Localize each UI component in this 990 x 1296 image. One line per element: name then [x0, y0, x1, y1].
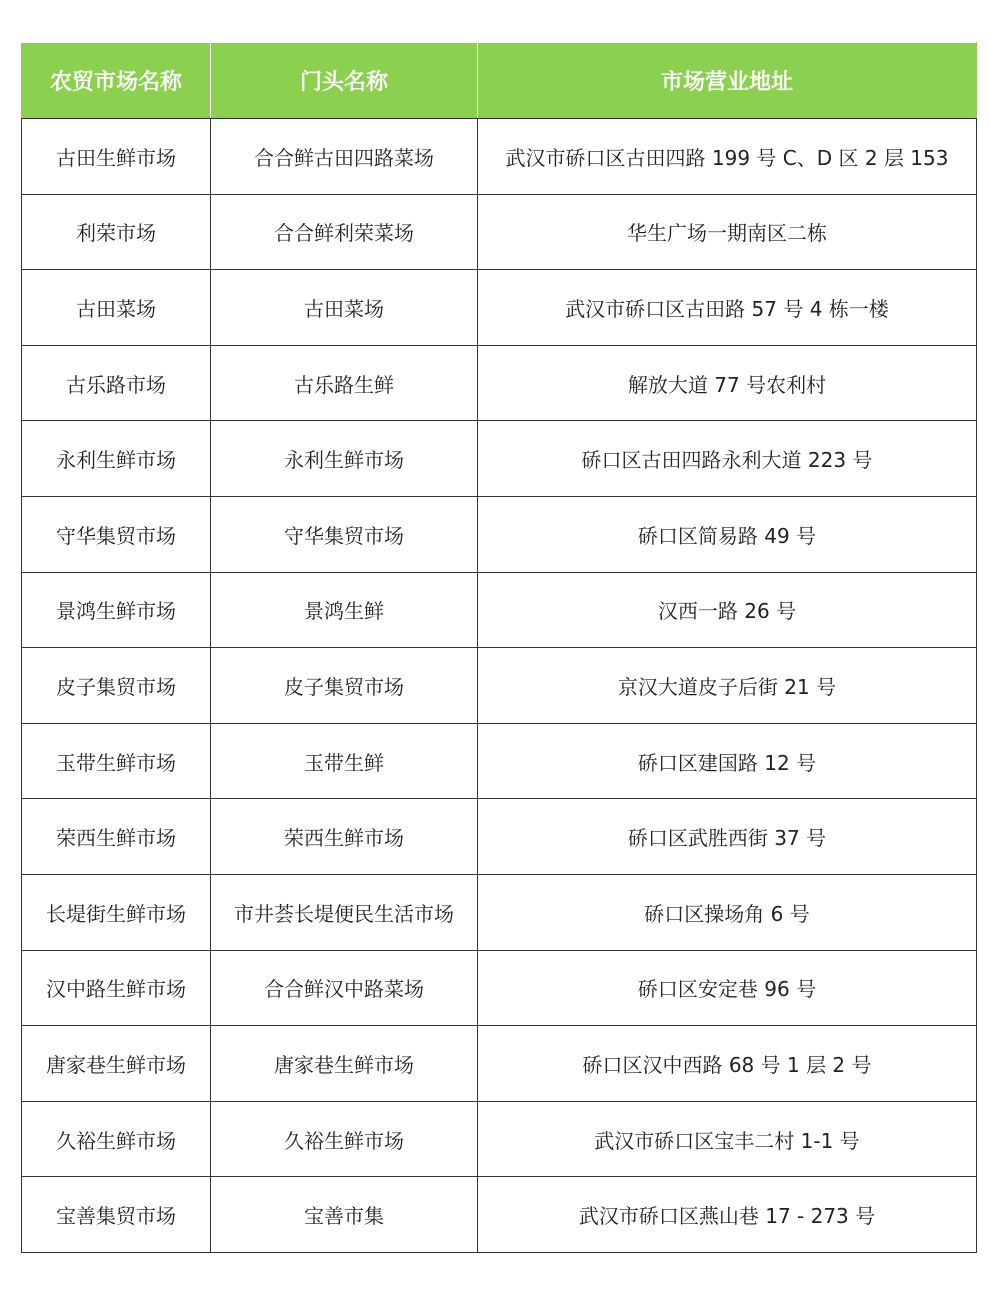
table-row — [22, 572, 977, 648]
storefront-name-cell: 景鸿生鲜 — [211, 572, 478, 648]
market-name-cell: 守华集贸市场 — [22, 496, 211, 572]
storefront-name-cell: 宝善市集 — [211, 1177, 478, 1253]
storefront-name-cell: 古田菜场 — [211, 270, 478, 346]
address-cell: 硚口区操场角 6 号 — [478, 874, 977, 950]
storefront-name-cell: 合合鲜汉中路菜场 — [211, 950, 478, 1026]
address-cell: 武汉市硚口区燕山巷 17 - 273 号 — [478, 1177, 977, 1253]
address-cell: 硚口区安定巷 96 号 — [478, 950, 977, 1026]
storefront-name-cell: 唐家巷生鲜市场 — [211, 1026, 478, 1102]
address-cell: 硚口区汉中西路 68 号 1 层 2 号 — [478, 1026, 977, 1102]
market-name-cell: 皮子集贸市场 — [22, 648, 211, 724]
market-name-cell: 荣西生鲜市场 — [22, 799, 211, 875]
table-row — [22, 345, 977, 421]
address-cell: 硚口区武胜西街 37 号 — [478, 799, 977, 875]
storefront-name-cell: 荣西生鲜市场 — [211, 799, 478, 875]
storefront-name-cell: 合合鲜古田四路菜场 — [211, 119, 478, 195]
table-row — [22, 1177, 977, 1253]
header-storefront-name: 门头名称 — [211, 43, 478, 119]
table-row — [22, 648, 977, 724]
header-market-name: 农贸市场名称 — [22, 43, 211, 119]
table-row — [22, 270, 977, 346]
address-cell: 汉西一路 26 号 — [478, 572, 977, 648]
storefront-name-cell: 古乐路生鲜 — [211, 345, 478, 421]
market-name-cell: 永利生鲜市场 — [22, 421, 211, 497]
storefront-name-cell: 皮子集贸市场 — [211, 648, 478, 724]
address-cell: 武汉市硚口区古田路 57 号 4 栋一楼 — [478, 270, 977, 346]
market-name-cell: 长堤街生鲜市场 — [22, 874, 211, 950]
table-row — [22, 950, 977, 1026]
table-row — [22, 421, 977, 497]
address-cell: 硚口区简易路 49 号 — [478, 496, 977, 572]
market-name-cell: 唐家巷生鲜市场 — [22, 1026, 211, 1102]
market-name-cell: 利荣市场 — [22, 194, 211, 270]
table-row — [22, 1026, 977, 1102]
header-address: 市场营业地址 — [478, 43, 977, 119]
market-name-cell: 宝善集贸市场 — [22, 1177, 211, 1253]
market-name-cell: 玉带生鲜市场 — [22, 723, 211, 799]
address-cell: 武汉市硚口区古田四路 199 号 C、D 区 2 层 153 — [478, 119, 977, 195]
market-name-cell: 汉中路生鲜市场 — [22, 950, 211, 1026]
market-name-cell: 久裕生鲜市场 — [22, 1101, 211, 1177]
storefront-name-cell: 合合鲜利荣菜场 — [211, 194, 478, 270]
market-name-cell: 古田生鲜市场 — [22, 119, 211, 195]
address-cell: 武汉市硚口区宝丰二村 1-1 号 — [478, 1101, 977, 1177]
table-body — [22, 119, 977, 1253]
table-row — [22, 194, 977, 270]
table-row — [22, 496, 977, 572]
storefront-name-cell: 久裕生鲜市场 — [211, 1101, 478, 1177]
market-name-cell: 古乐路市场 — [22, 345, 211, 421]
address-cell: 华生广场一期南区二栋 — [478, 194, 977, 270]
storefront-name-cell: 永利生鲜市场 — [211, 421, 478, 497]
table-row — [22, 723, 977, 799]
storefront-name-cell: 玉带生鲜 — [211, 723, 478, 799]
address-cell: 京汉大道皮子后街 21 号 — [478, 648, 977, 724]
header-row — [22, 43, 977, 119]
address-cell: 硚口区古田四路永利大道 223 号 — [478, 421, 977, 497]
address-cell: 解放大道 77 号农利村 — [478, 345, 977, 421]
market-name-cell: 古田菜场 — [22, 270, 211, 346]
table-row — [22, 799, 977, 875]
market-table — [21, 42, 977, 1253]
address-cell: 硚口区建国路 12 号 — [478, 723, 977, 799]
storefront-name-cell: 市井荟长堤便民生活市场 — [211, 874, 478, 950]
table-row — [22, 119, 977, 195]
storefront-name-cell: 守华集贸市场 — [211, 496, 478, 572]
market-name-cell: 景鸿生鲜市场 — [22, 572, 211, 648]
table-row — [22, 874, 977, 950]
table-row — [22, 1101, 977, 1177]
table-header — [22, 43, 977, 119]
